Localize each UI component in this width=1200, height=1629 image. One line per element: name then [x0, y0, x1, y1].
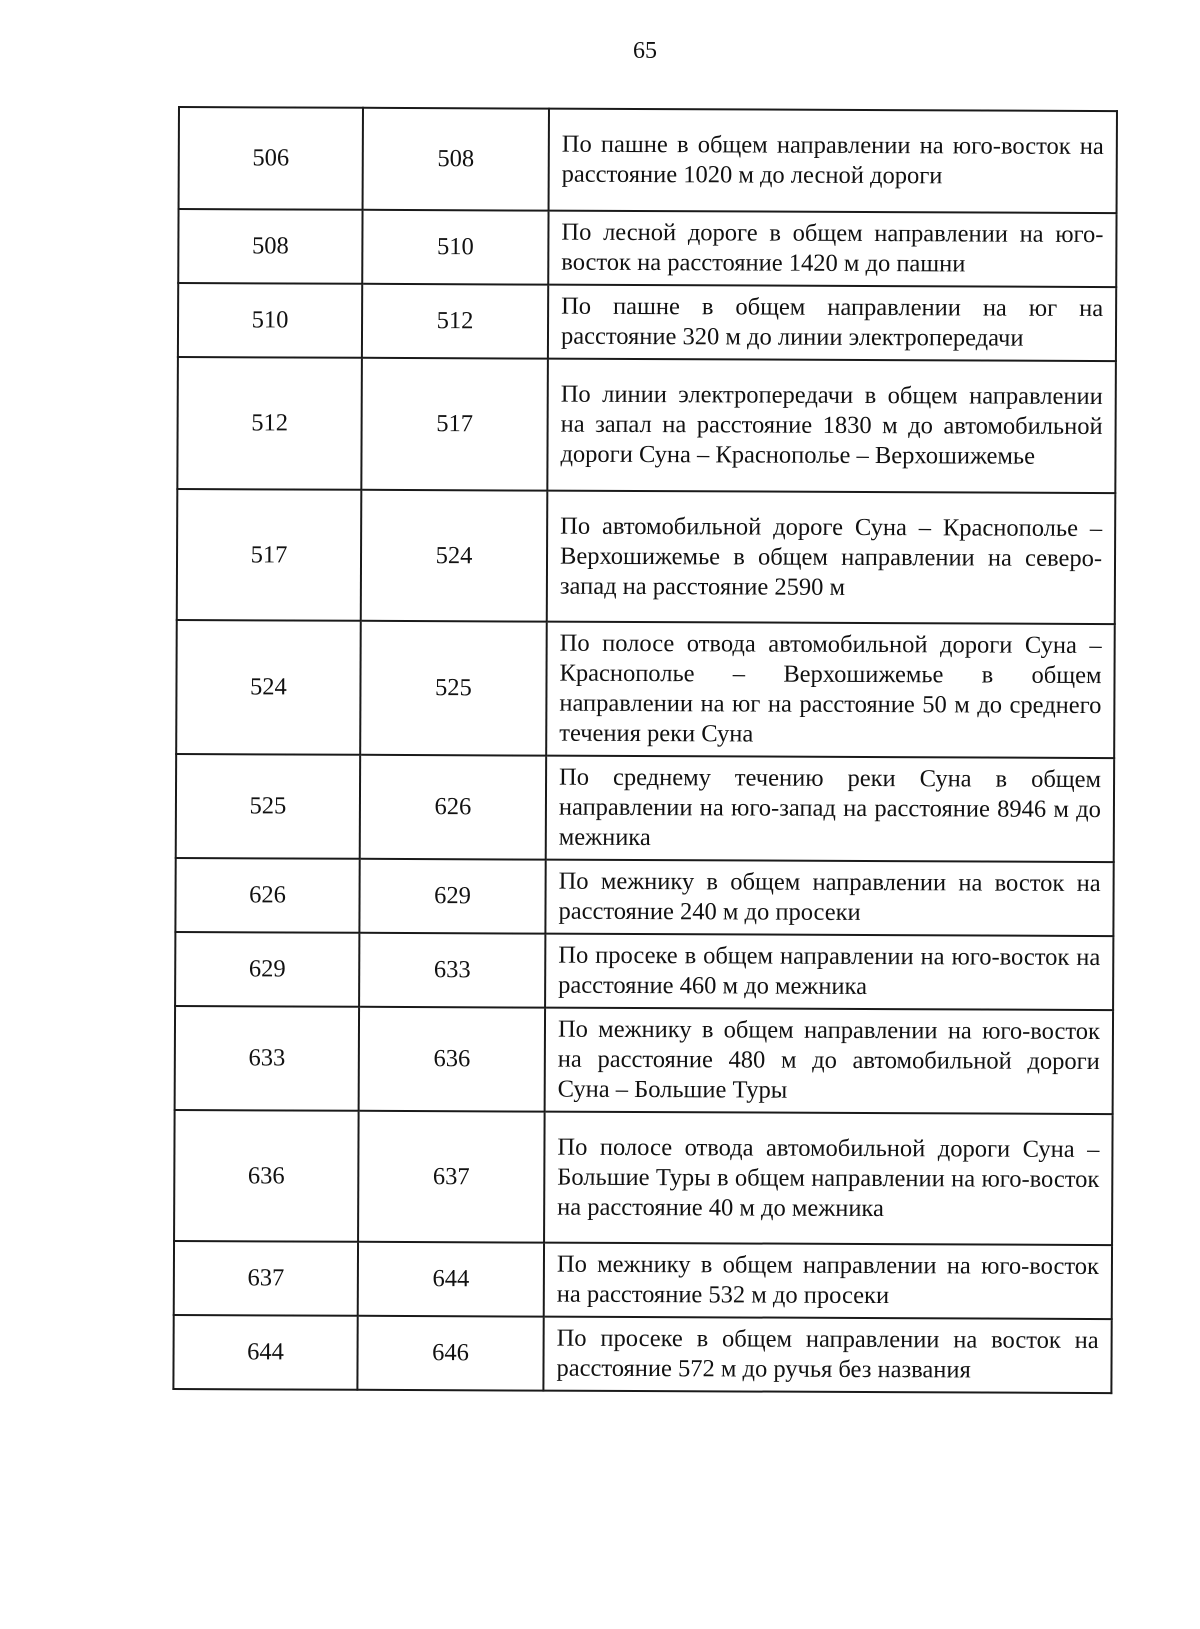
table-row [176, 620, 1115, 758]
from-point-cell: 637 [174, 1241, 358, 1316]
table-row [177, 489, 1116, 624]
description-cell: По лесной дороге в общем направлении на юго-восток на расстояние 1420 м до пашни [548, 211, 1116, 287]
table-row [175, 858, 1113, 936]
from-point-cell: 644 [173, 1315, 357, 1390]
table-row [178, 283, 1116, 361]
from-point-cell: 508 [178, 209, 362, 284]
to-point-cell: 626 [360, 755, 546, 860]
from-point-cell: 512 [177, 357, 362, 490]
from-point-cell: 525 [176, 754, 360, 859]
table-row [178, 209, 1116, 287]
description-cell: По межнику в общем направлении на юго-восток на расстояние 480 м до автомобильной дороги Суна – Большие Туры [545, 1008, 1113, 1114]
table-row [175, 932, 1113, 1010]
to-point-cell: 646 [357, 1316, 543, 1391]
description-cell: По просеке в общем направлении на восток на расстояние 572 м до ручья без названия [543, 1317, 1111, 1393]
description-cell: По межнику в общем направлении на восток на расстояние 240 м до просеки [545, 860, 1113, 936]
description-cell: По автомобильной дороге Суна – Краснополье – Верхошижемье в общем направлении на северо-запад на расстояние 2590 м [547, 491, 1116, 624]
from-point-cell: 510 [178, 283, 362, 358]
table-row [173, 1315, 1111, 1393]
table-row [174, 1241, 1112, 1319]
table-row [174, 1110, 1113, 1245]
to-point-cell: 517 [361, 358, 548, 491]
description-cell: По полосе отвода автомобильной дороги Суна – Краснополье – Верхошижемье в общем направлении на юг на расстояние 50 м до среднего течения реки Суна [546, 622, 1115, 758]
to-point-cell: 512 [362, 284, 548, 359]
table-row [176, 754, 1114, 862]
description-cell: По пашне в общем направлении на юг на расстояние 320 м до линии электропередачи [548, 285, 1116, 361]
from-point-cell: 506 [179, 107, 363, 210]
to-point-cell: 636 [359, 1007, 545, 1112]
description-cell: По полосе отвода автомобильной дороги Суна – Большие Туры в общем направлении на юго-восток на расстояние 40 м до межника [544, 1112, 1113, 1245]
to-point-cell: 524 [361, 490, 548, 622]
from-point-cell: 626 [175, 858, 359, 933]
to-point-cell: 510 [362, 210, 548, 285]
to-point-cell: 644 [358, 1242, 544, 1317]
from-point-cell: 636 [174, 1110, 359, 1242]
to-point-cell: 525 [360, 621, 547, 756]
to-point-cell: 637 [358, 1111, 545, 1243]
table-row [177, 357, 1116, 493]
description-cell: По просеке в общем направлении на юго-восток на расстояние 460 м до межника [545, 934, 1113, 1010]
from-point-cell: 517 [177, 489, 362, 621]
to-point-cell: 633 [359, 933, 545, 1008]
description-cell: По линии электропередачи в общем направлении на запал на расстояние 1830 м до автомобильной дороги Суна – Краснополье – Верхошижемье [547, 359, 1116, 493]
from-point-cell: 629 [175, 932, 359, 1007]
page-number: 65 [633, 38, 657, 64]
from-point-cell: 524 [176, 620, 361, 755]
from-point-cell: 633 [175, 1006, 359, 1111]
description-cell: По межнику в общем направлении на юго-восток на расстояние 532 м до просеки [544, 1243, 1112, 1319]
description-cell: По среднему течению реки Суна в общем направлении на юго-запад на расстояние 8946 м до межника [546, 756, 1114, 862]
table-row [175, 1006, 1113, 1114]
to-point-cell: 629 [359, 859, 545, 934]
description-cell: По пашне в общем направлении на юго-восток на расстояние 1020 м до лесной дороги [549, 109, 1117, 213]
table-row [179, 107, 1117, 213]
boundary-table [172, 106, 1118, 1394]
to-point-cell: 508 [363, 108, 549, 211]
